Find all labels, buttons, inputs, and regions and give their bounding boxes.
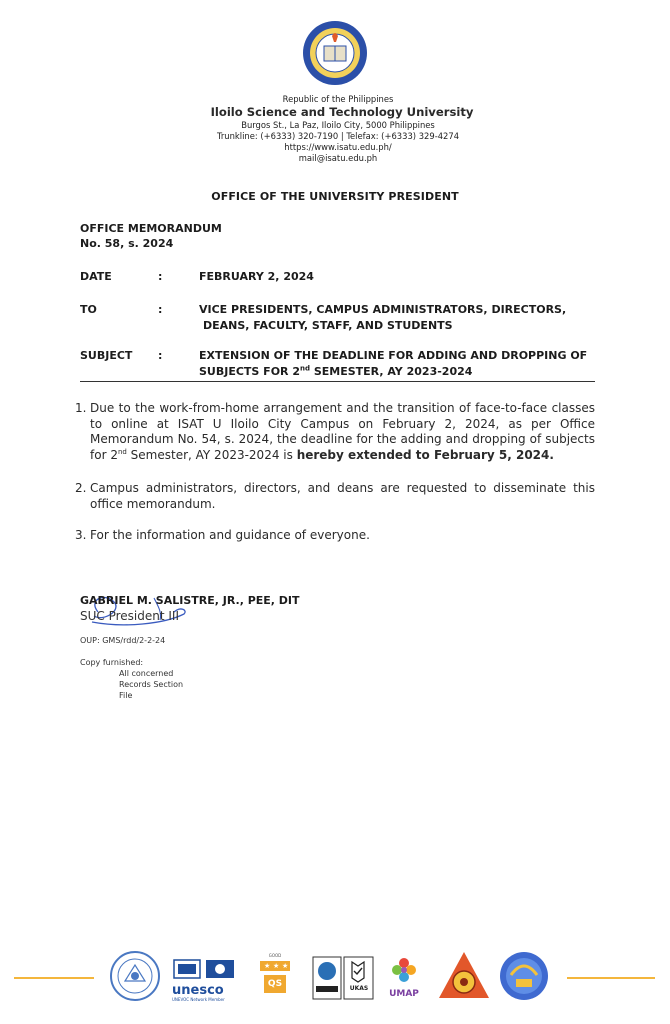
qs-top-label: GOOD: [268, 953, 282, 958]
website-link[interactable]: https://www.isatu.edu.ph/: [284, 142, 392, 152]
qs-label: QS: [264, 975, 286, 993]
qs-stars-bar: ★ ★ ★: [260, 961, 290, 971]
paragraph-1: 1. Due to the work-from-home arrangement and the transition of face-to-face classes to online at ISAT U Iloilo City Campus on February 2, 2024, as per Office Memorandum No. 54, s. 2024, the deadline for the adding and dropping of subjects for 2nd Semester, AY 2023-2024 is hereby extended to February 5, 2024.: [75, 401, 595, 463]
isatu-seal-icon: [110, 951, 160, 1005]
subject-line-1: EXTENSION OF THE DEADLINE FOR ADDING AND DROPPING OF: [199, 349, 588, 362]
reference-code: OUP: GMS/rdd/2-2-24: [80, 636, 166, 645]
paragraph-2: 2. Campus administrators, directors, and deans are requested to disseminate this office memorandum.: [75, 481, 595, 511]
unesco-logo-icon: [172, 958, 236, 1000]
copy-item: Records Section: [119, 680, 184, 689]
subject-line-2: SUBJECTS FOR 2nd SEMESTER, AY 2023-2024: [199, 364, 473, 378]
date-label: DATE: [80, 270, 112, 283]
email-link[interactable]: mail@isatu.edu.ph: [298, 153, 378, 163]
signatory-title: SUC President III: [80, 609, 179, 623]
copy-item: File: [119, 691, 133, 700]
subject-colon: :: [158, 349, 163, 362]
aaccup-seal-icon: [499, 951, 549, 1005]
office-title: OFFICE OF THE UNIVERSITY PRESIDENT: [211, 190, 459, 203]
phone-line: Trunkline: (+6333) 320-7190 | Telefax: (+6333) 329-4274: [216, 131, 460, 141]
to-line-1: VICE PRESIDENTS, CAMPUS ADMINISTRATORS, DIRECTORS,: [199, 303, 567, 316]
to-colon: :: [158, 303, 163, 316]
memo-title: OFFICE MEMORANDUM: [80, 222, 222, 235]
copy-furnished-label: Copy furnished:: [80, 658, 144, 667]
footer-left-rule: [14, 977, 94, 979]
footer-right-rule: [567, 977, 655, 979]
to-label: TO: [80, 303, 97, 316]
to-line-2: DEANS, FACULTY, STAFF, AND STUDENTS: [203, 319, 453, 332]
ukas-label: UKAS: [349, 985, 369, 992]
umap-label: UMAP: [389, 989, 419, 999]
subject-label: SUBJECT: [80, 349, 133, 362]
date-value: FEBRUARY 2, 2024: [199, 270, 314, 283]
unesco-label: unesco: [172, 983, 224, 998]
qs-stars-icon: [258, 953, 292, 1003]
copy-item: All concerned: [119, 669, 174, 678]
university-name: Iloilo Science and Technology University: [210, 105, 474, 119]
signatory-name: GABRIEL M. SALISTRE, JR., PEE, DIT: [80, 594, 300, 607]
memo-number: No. 58, s. 2024: [80, 237, 174, 250]
subject-divider: [80, 381, 595, 382]
iso-ukas-certification-icon: [312, 956, 374, 1000]
umap-logo-icon: [386, 955, 422, 1001]
aaccup-gear-icon: [437, 950, 491, 1006]
address-line: Burgos St., La Paz, Iloilo City, 5000 Philippines: [241, 120, 435, 130]
paragraph-3: 3. For the information and guidance of everyone.: [75, 528, 370, 542]
country-line: Republic of the Philippines: [282, 94, 394, 104]
date-colon: :: [158, 270, 163, 283]
unesco-sublabel: UNEVOC Network Member: [172, 997, 225, 1002]
university-seal-icon: [302, 20, 368, 86]
